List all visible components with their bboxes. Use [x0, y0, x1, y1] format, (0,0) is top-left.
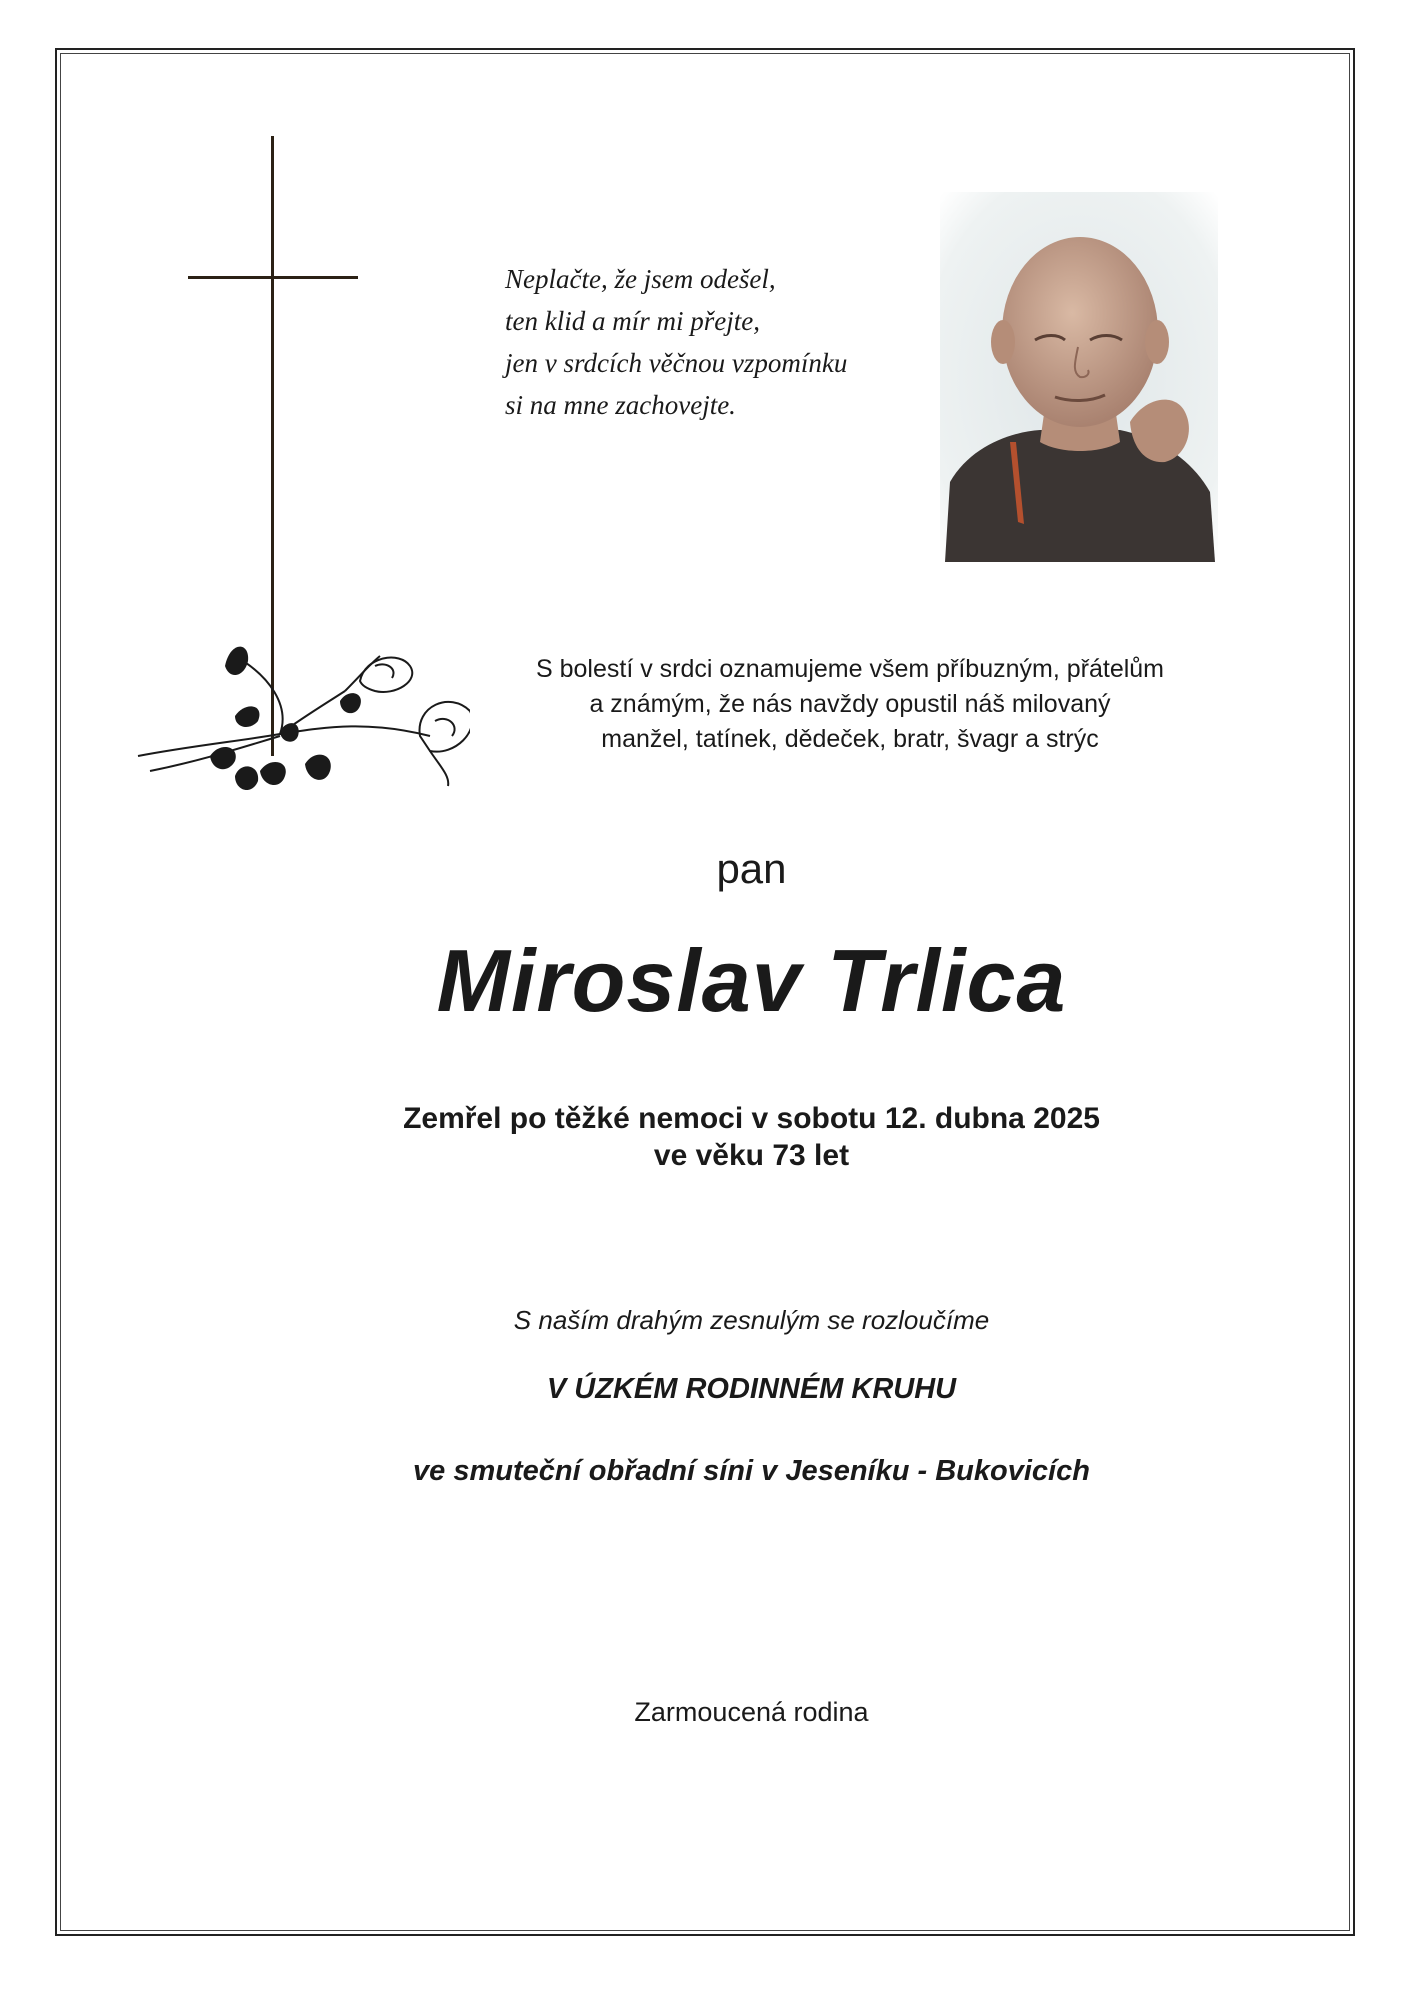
rose-branch-icon: [138, 656, 470, 786]
poem-line: ten klid a mír mi přejte,: [505, 306, 760, 336]
signature: Zarmoucená rodina: [634, 1697, 869, 1727]
farewell-circle: V ÚZKÉM RODINNÉM KRUHU: [546, 1373, 957, 1405]
announcement: [430, 652, 1270, 757]
poem-line: jen v srdcích věčnou vzpomínku: [505, 348, 848, 378]
poem-line: Neplačte, že jsem odešel,: [505, 264, 776, 294]
poem-line: si na mne zachovejte.: [505, 390, 736, 420]
age-line: ve věku 73 let: [653, 1139, 850, 1172]
farewell-place: ve smuteční obřadní síni v Jeseníku - Bukovicích: [413, 1455, 1090, 1487]
announcement-line: a známým, že nás navždy opustil náš milovaný: [589, 690, 1111, 718]
cross-icon: [130, 136, 470, 816]
salutation: pan: [716, 845, 787, 892]
death-info: [0, 1100, 1413, 1174]
portrait-photo: [940, 192, 1218, 562]
death-date-line: Zemřel po těžké nemoci v sobotu 12. dubna 2025: [403, 1102, 1100, 1135]
farewell-intro: S naším drahým zesnulým se rozloučíme: [513, 1305, 990, 1335]
announcement-line: S bolestí v srdci oznamujeme všem příbuzným, přátelům: [535, 655, 1164, 683]
poem: [505, 258, 847, 426]
deceased-name: Miroslav Trlica: [436, 931, 1067, 1030]
announcement-line: manžel, tatínek, dědeček, bratr, švagr a strýc: [601, 725, 1099, 753]
